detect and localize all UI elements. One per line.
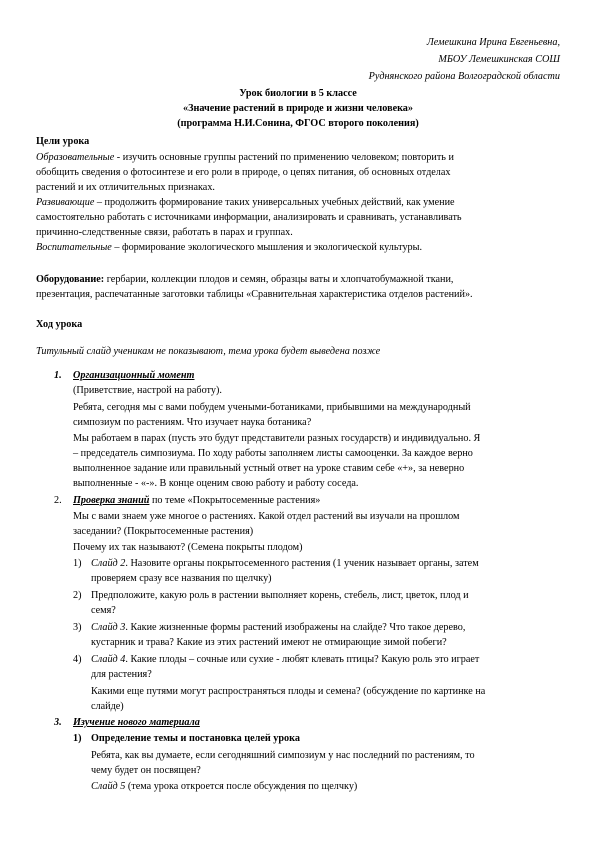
section-1-number: 1. xyxy=(54,370,62,381)
item-1: Слайд 2. Назовите органы покрытосеменного растения (1 ученик называет органы, затем xyxy=(91,558,479,569)
section-3-title: Изучение нового материала xyxy=(73,717,200,728)
item-4-text: Какими еще путями могут распространяться плоды и семена? (обсуждение по картинке на xyxy=(91,686,486,697)
equipment-text: презентация, распечатанные заготовки таблицы «Сравнительная характеристика отделов растений». xyxy=(36,289,473,300)
author-school: МБОУ Лемешкинская СОШ xyxy=(438,54,560,65)
section-1-text: выполненные - «-». В конце оценим свою работу и работу соседа. xyxy=(73,478,359,489)
course-heading: Ход урока xyxy=(36,319,83,330)
item-2-text: Предположите, какую роль в растении выполняет корень, стебель, лист, цветок, плод и xyxy=(91,590,469,601)
item-3-number: 3) xyxy=(73,622,82,633)
equipment-label: Оборудование: xyxy=(36,274,105,285)
lesson-title-line1: Урок биологии в 5 классе xyxy=(239,88,357,99)
equipment: Оборудование: гербарии, коллекции плодов и семян, образцы ваты и хлопчатобумажной ткани, xyxy=(36,274,454,285)
section-2-number: 2. xyxy=(54,495,62,506)
section-2-heading: Проверка знаний по теме «Покрытосеменные растения» xyxy=(73,495,321,506)
goal-educational: Образовательные - изучить основные группы растений по применению человеком; повторить и xyxy=(36,152,454,163)
slide-ref: Слайд 2 xyxy=(91,558,126,569)
item-3: Слайд 3. Какие жизненные формы растений изображены на слайде? Что такое дерево, xyxy=(91,622,466,633)
author-district: Руднянского района Волгоградской области xyxy=(368,71,560,82)
goal-upbringing: Воспитательные – формирование экологического мышления и экологической культуры. xyxy=(36,242,423,253)
section-3-number: 3. xyxy=(54,717,62,728)
subsection-1-number: 1) xyxy=(73,733,82,744)
section-2-text: Почему их так называют? (Семена покрыты плодом) xyxy=(73,542,303,553)
subsection-1-text: чему будет он посвящен? xyxy=(91,765,201,776)
section-2-title: Проверка знаний xyxy=(73,495,150,506)
slide-ref: Слайд 5 xyxy=(91,781,126,792)
subsection-1-slide: Слайд 5 (тема урока откроется после обсуждения по щелчку) xyxy=(91,781,358,792)
item-1-text: проверяем сразу все названия по щелчку) xyxy=(91,573,272,584)
goal-educational-label: Образовательные xyxy=(36,152,115,163)
section-1-text: выполненное задание или правильный устный ответ на уроке ставим себе «+», за неверно xyxy=(73,463,465,474)
goal-developing-text: самостоятельно работать с источниками информации, анализировать и сравнивать, устанавливать xyxy=(36,212,462,223)
goal-educational-text: растений и их отличительных признаках. xyxy=(36,182,215,193)
section-1-text: Мы работаем в парах (пусть это будут представители разных государств) и индивидуально. Я xyxy=(73,433,481,444)
subsection-1-text: Ребята, как вы думаете, если сегодняшний симпозиум у нас последний по растениям, то xyxy=(91,750,475,761)
item-4: Слайд 4. Какие плоды – сочные или сухие - любят клевать птицы? Какую роль это играет xyxy=(91,654,480,665)
item-1-number: 1) xyxy=(73,558,82,569)
section-1-text: (Приветствие, настрой на работу). xyxy=(73,385,222,396)
section-1-text: симпозиум по растениям. Что изучает наука ботаника? xyxy=(73,417,312,428)
section-2-text: заседании? (Покрытосеменные растения) xyxy=(73,526,254,537)
item-3-text: кустарник и трава? Какие из этих растений имеют не отмирающие зимой побеги? xyxy=(91,637,447,648)
item-4-number: 4) xyxy=(73,654,82,665)
item-4-text: для растения? xyxy=(91,669,152,680)
goals-heading: Цели урока xyxy=(36,136,90,147)
lesson-title-line3: (программа Н.И.Сонина, ФГОС второго поколения) xyxy=(177,118,419,129)
lesson-title-line2: «Значение растений в природе и жизни человека» xyxy=(182,103,413,114)
goal-developing-label: Развивающие xyxy=(36,197,95,208)
slide-ref: Слайд 3 xyxy=(91,622,126,633)
item-2-text: семя? xyxy=(91,605,116,616)
section-1-title: Организационный момент xyxy=(73,370,195,381)
slide-ref: Слайд 4 xyxy=(91,654,126,665)
section-1-text: Ребята, сегодня мы с вами побудем учеными-ботаниками, прибывшими на международный xyxy=(73,402,471,413)
item-2-number: 2) xyxy=(73,590,82,601)
course-note: Титульный слайд ученикам не показывают, тема урока будет выведена позже xyxy=(36,346,381,357)
goal-developing-text: причинно-следственные связи, работать в парах и группах. xyxy=(36,227,293,238)
section-1-text: – председатель симпозиума. По ходу работы заполняем листы самооценки. За каждое верно xyxy=(73,448,473,459)
goal-upbringing-label: Воспитательные xyxy=(36,242,112,253)
section-2-text: Мы с вами знаем уже многое о растениях. Какой отдел растений вы изучали на прошлом xyxy=(73,511,460,522)
subsection-1-title: Определение темы и постановка целей урока xyxy=(91,733,300,744)
item-4-text: слайде) xyxy=(91,701,124,712)
goal-developing: Развивающие – продолжить формирование таких универсальных учебных действий, как умение xyxy=(36,197,455,208)
author-name: Лемешкина Ирина Евгеньевна, xyxy=(426,37,560,48)
goal-educational-text: обобщить сведения о фотосинтезе и его роли в природе, о цепях питания, об основных отделах xyxy=(36,167,451,178)
